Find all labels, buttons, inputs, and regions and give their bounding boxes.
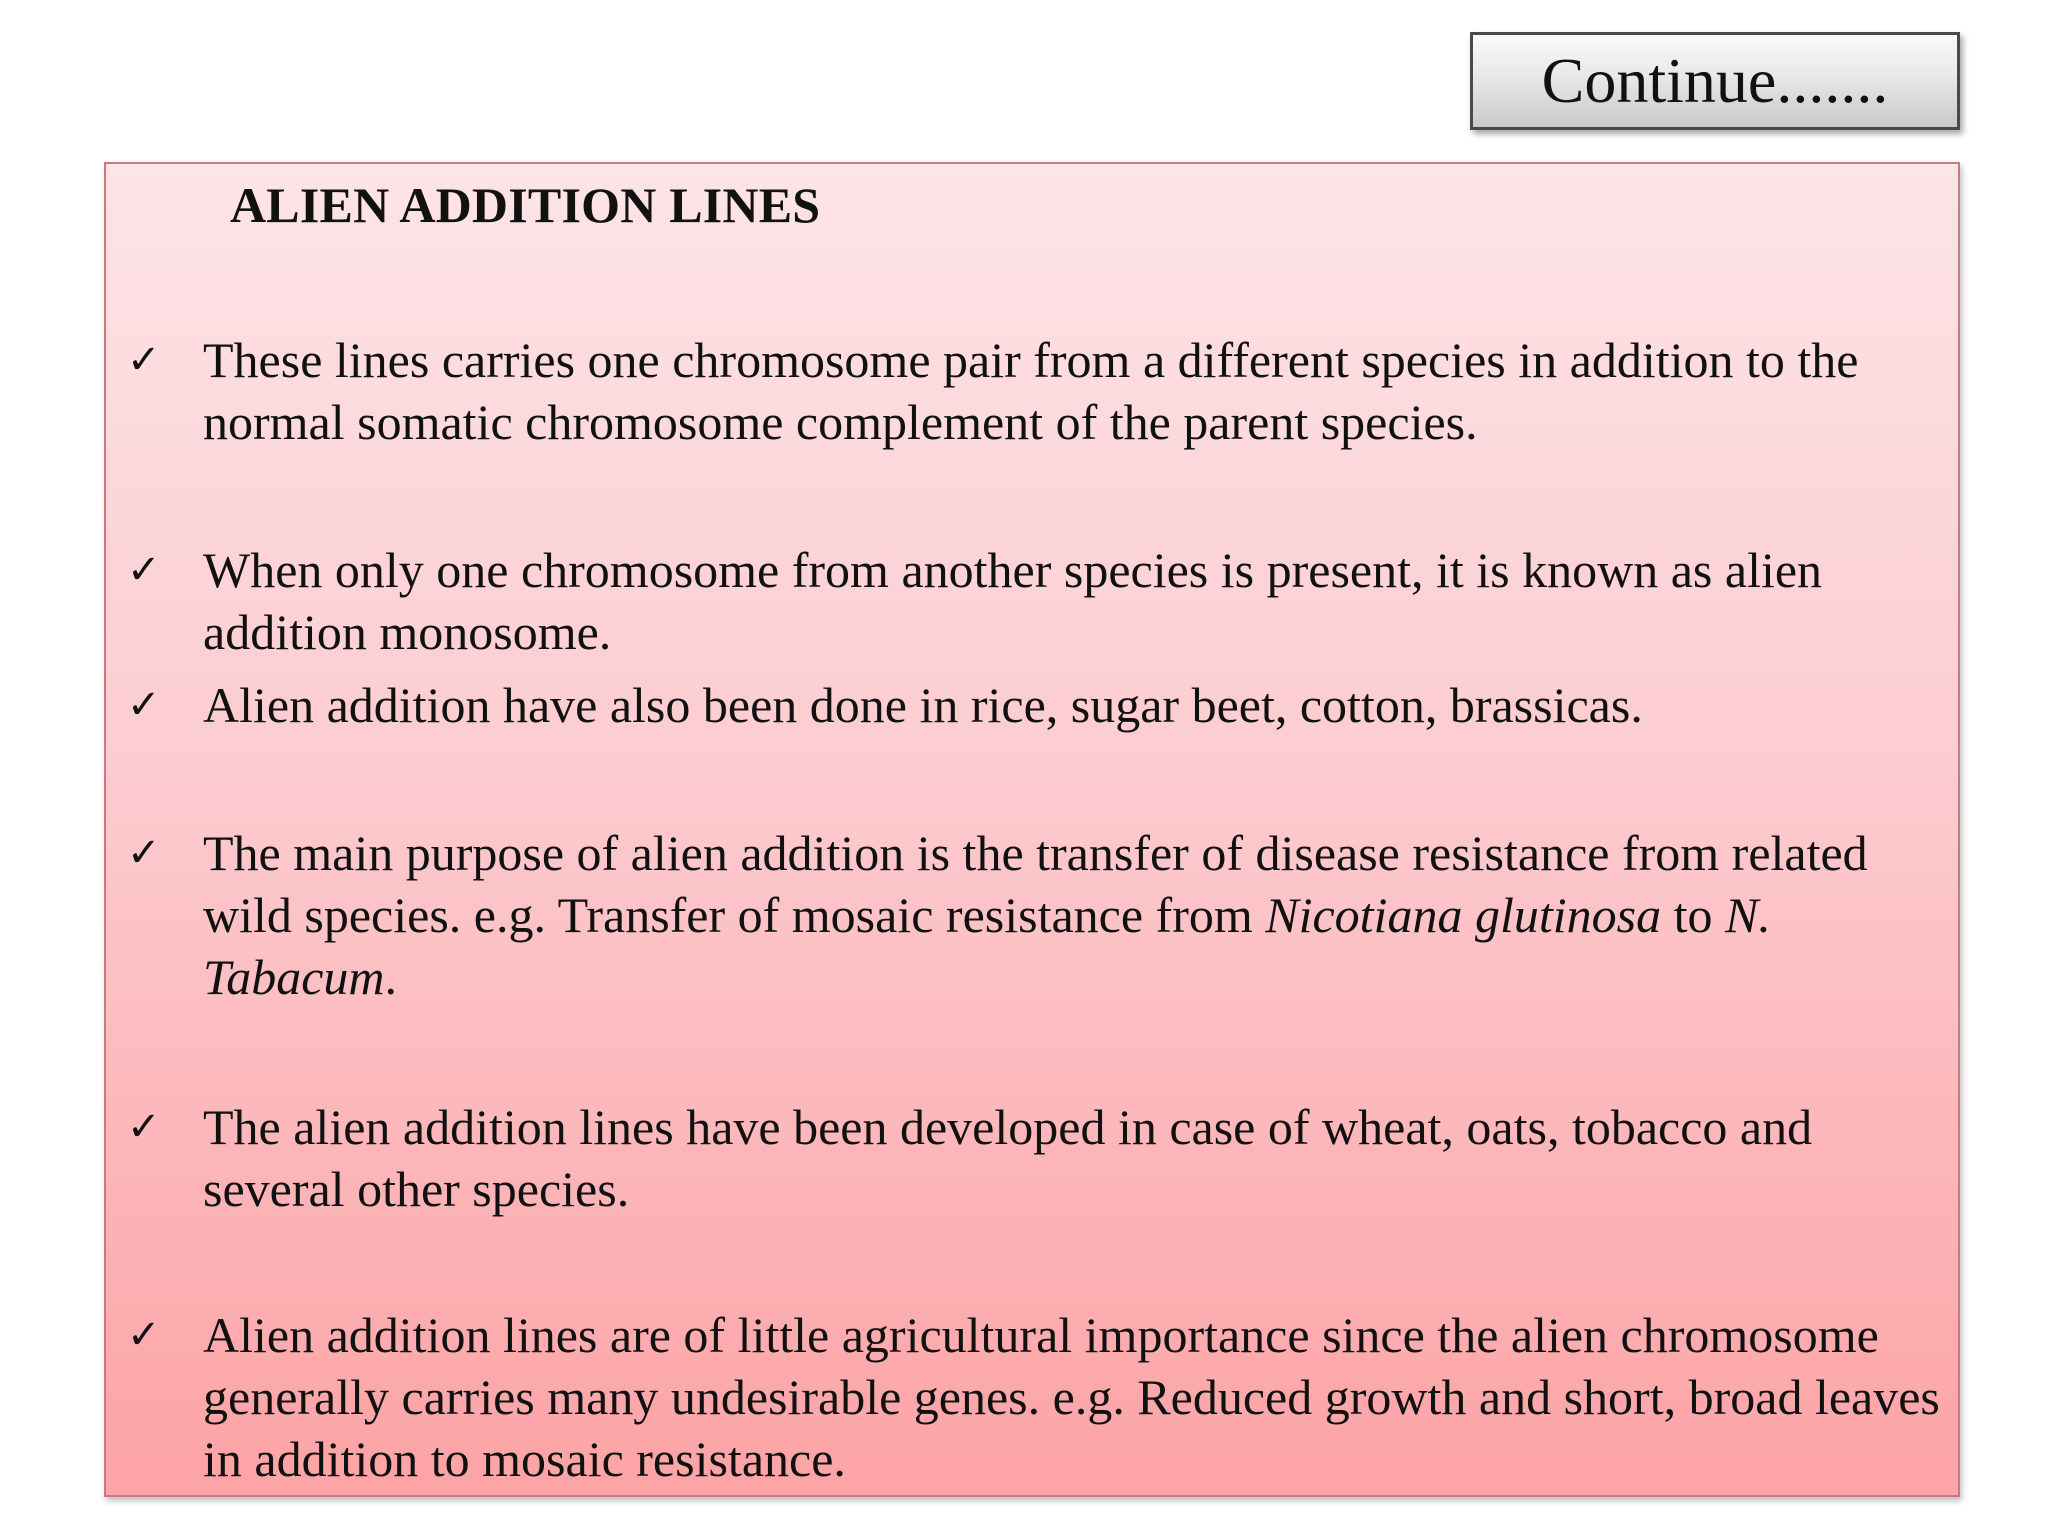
bullet-text [203,822,1948,1008]
check-icon: ✓ [127,830,161,876]
bullet-text-part: The main purpose of alien addition is the transfer of disease resistance from related wild species. e.g. Transfer of mosaic resistance from [203,825,1868,943]
continue-button[interactable] [1470,32,1960,130]
check-icon: ✓ [127,1104,161,1150]
species-name-italic: N. Tabacum [203,887,1771,1005]
bullet-text: Alien addition have also been done in rice, sugar beet, cotton, brassicas. [203,677,1643,733]
bullet-text: When only one chromosome from another species is present, it is known as alien addition monosome. [203,542,1823,660]
bullet-text: Alien addition lines are of little agricultural importance since the alien chromosome generally carries many undesirable genes. e.g. Reduced growth and short, broad leaves in addition to mosaic resistance. [203,1307,1940,1487]
content-panel [104,162,1960,1497]
check-icon: ✓ [127,337,161,383]
check-icon: ✓ [127,547,161,593]
bullet-text-part: . [384,949,398,1005]
check-icon: ✓ [127,1312,161,1358]
check-icon: ✓ [127,682,161,728]
species-name-italic: Nicotiana glutinosa [1265,887,1662,943]
bullet-text: These lines carries one chromosome pair from a different species in addition to the normal somatic chromosome complement of the parent species. [203,332,1859,450]
continue-button-label: Continue....... [1541,45,1889,116]
bullet-text: The alien addition lines have been developed in case of wheat, oats, tobacco and several other species. [203,1099,1813,1217]
panel-title: ALIEN ADDITION LINES [230,177,821,233]
bullet-text-part: to [1661,887,1725,943]
